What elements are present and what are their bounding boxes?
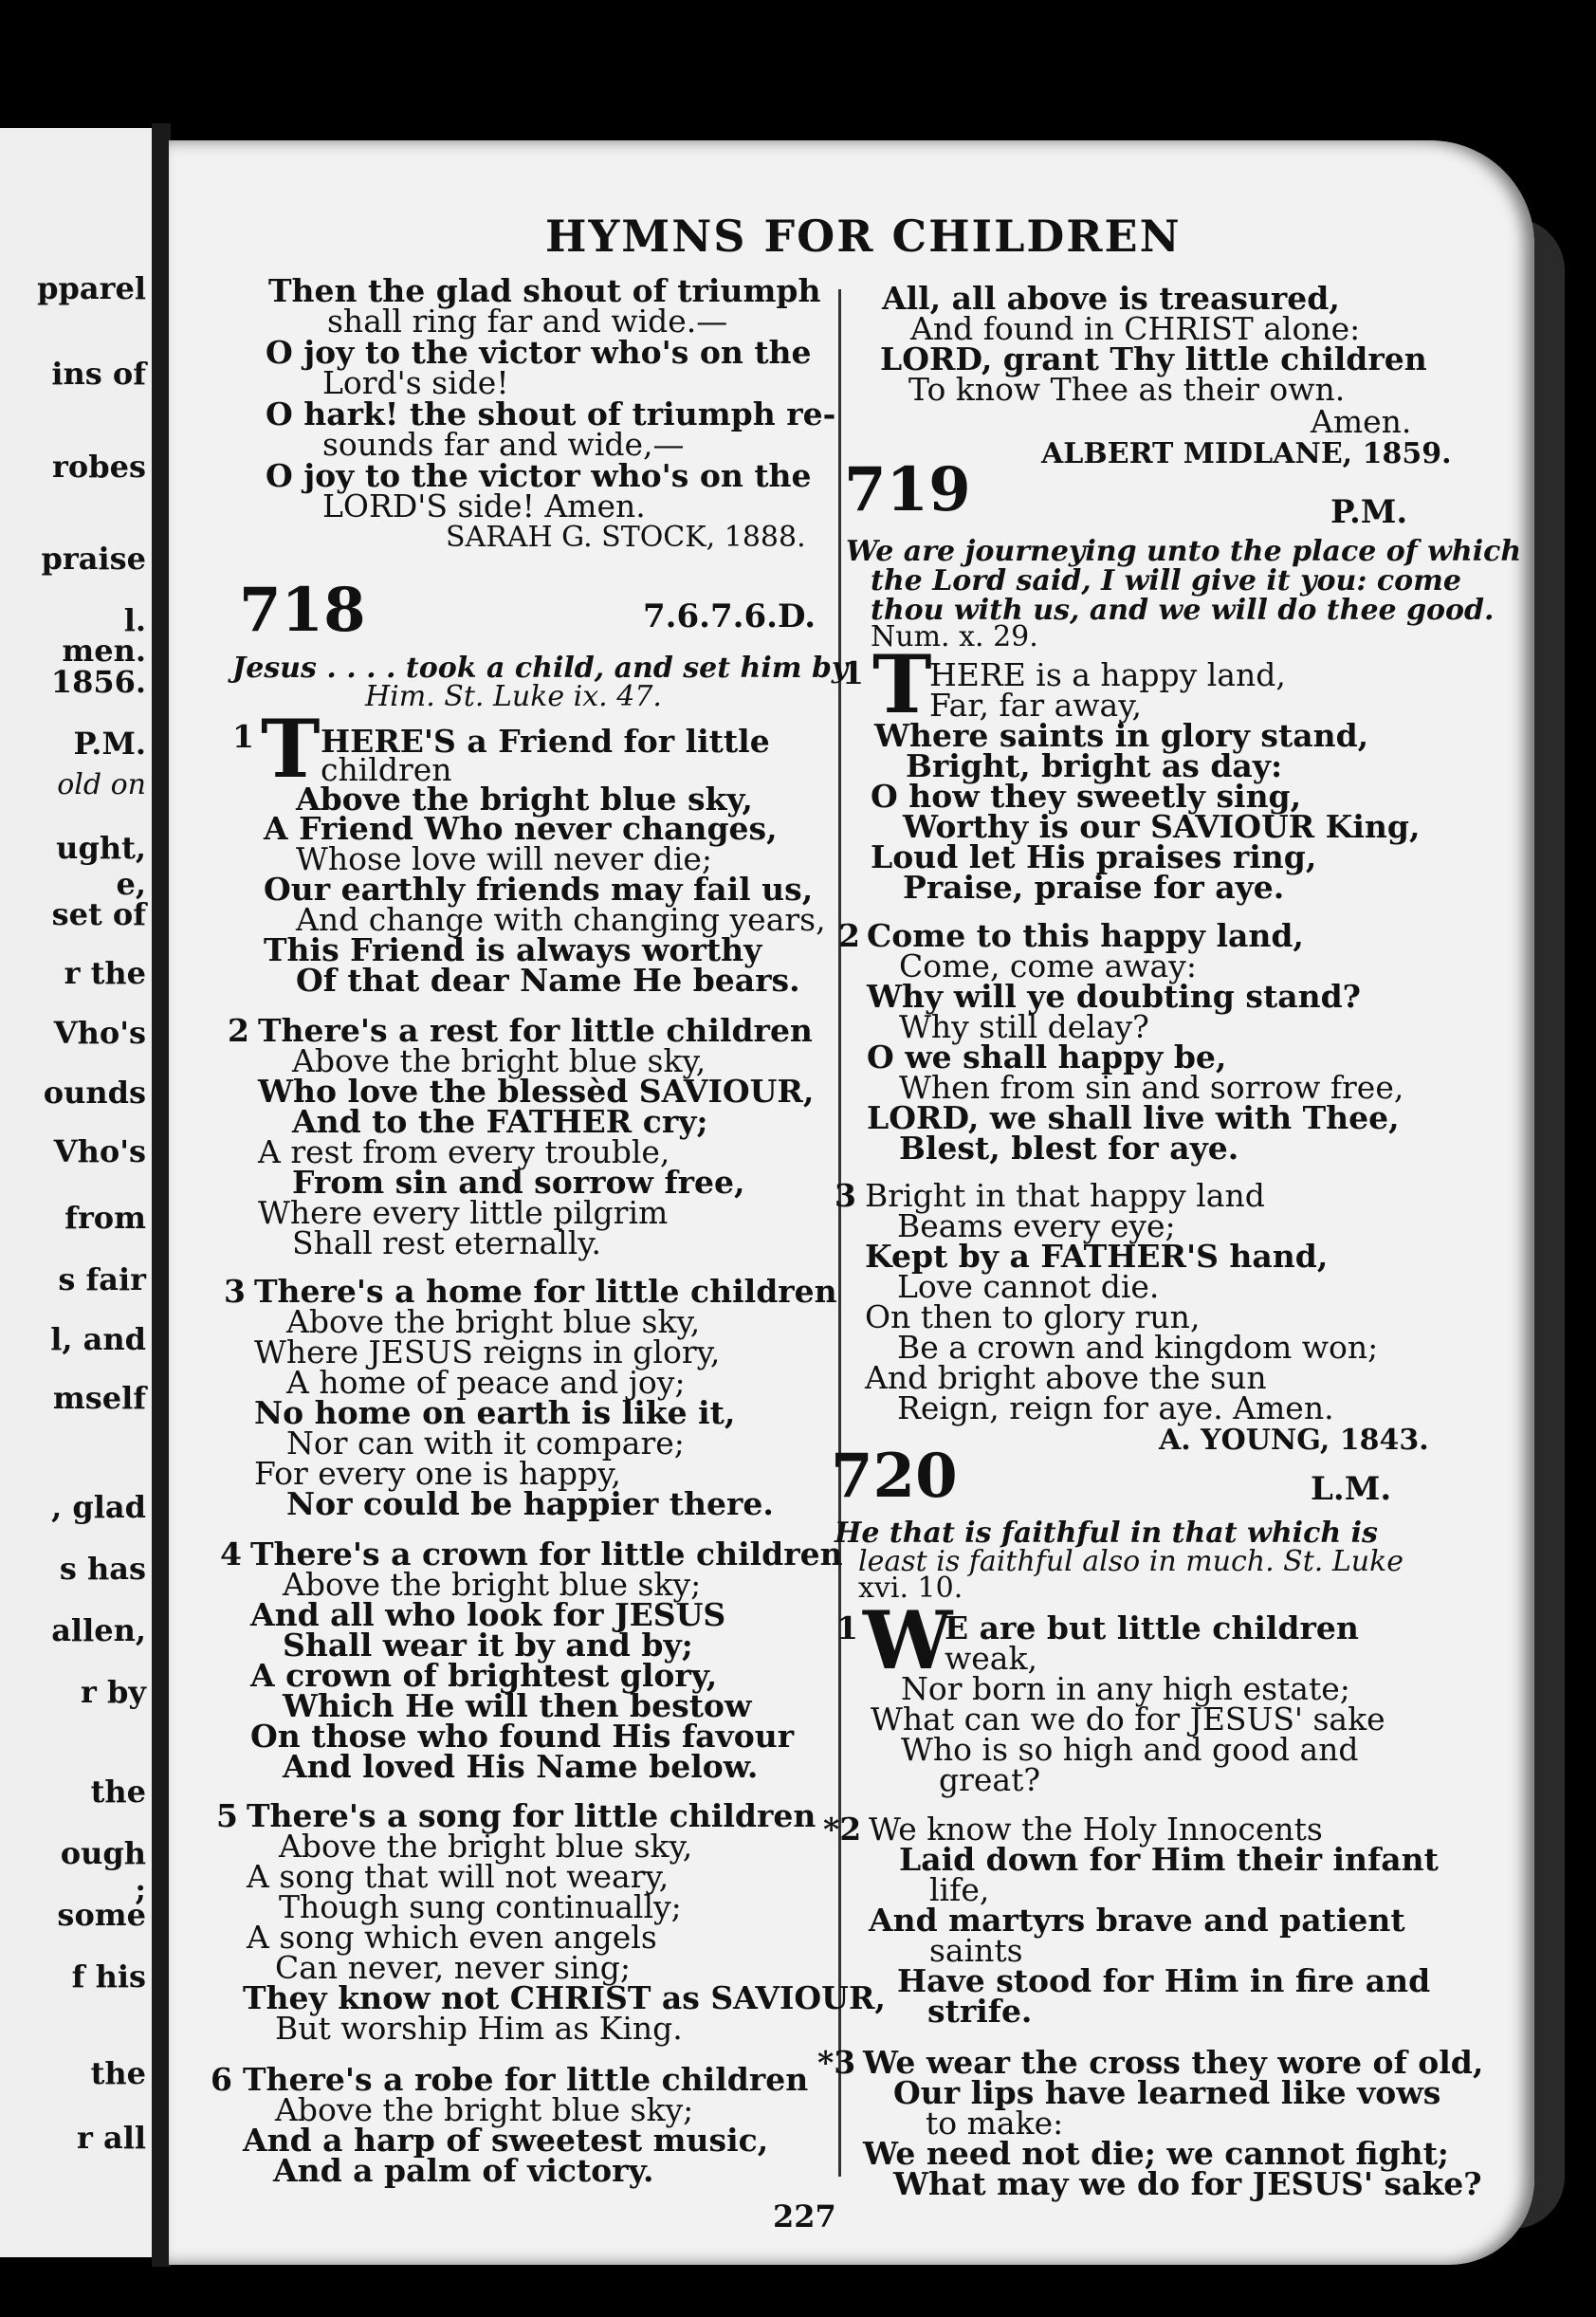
verse-line: And bright above the sun [865,1359,1267,1396]
verse-line: And to the FATHER cry; [292,1103,708,1140]
verse-line: A Friend Who never changes, [264,810,778,847]
verse-line: This Friend is always worthy [264,931,762,968]
verse-line: Where JESUS reigns in glory, [254,1333,721,1370]
verse-line: We know the Holy Innocents [869,1811,1323,1848]
verse-line: HERE'S a Friend for little [321,723,770,760]
verse-line: Above the bright blue sky, [296,781,753,818]
stanza-number: 1 [232,718,254,755]
verse-line: saints [929,1932,1023,1969]
epigraph-line: xvi. 10. [858,1572,963,1605]
left-fragment: P.M. [73,726,146,762]
verse-line: LORD, we shall live with Thee, [867,1099,1400,1136]
verse-line: There's a home for little children [254,1273,837,1310]
verse-line: Who is so high and good and [901,1731,1359,1768]
verse-line: A rest from every trouble, [258,1133,670,1170]
stanza-number: 4 [220,1535,242,1572]
verse-line: They know not CHRIST as SAVIOUR, [243,1979,886,2016]
hymn-meter: L.M. [1311,1470,1392,1508]
verse-line: Be a crown and kingdom won; [897,1329,1379,1366]
drop-cap: T [261,702,321,796]
verse-line: Praise, praise for aye. [903,869,1285,906]
left-fragment: s fair [58,1261,146,1297]
verse-line: Bright, bright as day: [906,747,1283,784]
epigraph-line: Jesus . . . . took a child, and set him by [232,652,849,685]
verse-line: A song which even angels [247,1919,657,1956]
verse-line: O joy to the victor who's on the [266,334,812,371]
verse-line: Amen. [1311,403,1412,440]
verse-line: E are but little children [945,1609,1359,1646]
left-fragment: ounds [43,1075,146,1111]
verse-line: But worship Him as King. [275,2010,683,2047]
epigraph-line: least is faithful also in much. St. Luke [858,1545,1404,1578]
verse-line: Why still delay? [899,1008,1149,1045]
verse-line: And found in CHRIST alone: [910,310,1361,347]
epigraph-line: the Lord said, I will give it you: come [871,564,1461,598]
left-fragment: some [57,1897,146,1933]
verse-line: Bright in that happy land [865,1177,1265,1214]
left-fragment: pparel [37,270,146,306]
verse-line: To know Thee as their own. [908,371,1346,408]
left-fragment: old on [57,768,146,801]
stanza-number: 3 [835,1177,856,1214]
left-fragment: robes [52,449,146,485]
verse-line: HERE is a happy land, [929,656,1286,693]
verse-line: And a palm of victory. [273,2152,654,2189]
book-gutter [152,123,171,2267]
left-fragment: ; [135,1871,146,1907]
verse-line: O hark! the shout of triumph re- [266,395,836,432]
verse-line: Shall wear it by and by; [283,1627,693,1664]
verse-line: There's a crown for little children [250,1535,843,1572]
left-fragment: praise [41,541,146,577]
verse-line: Where saints in glory stand, [874,717,1369,754]
verse-line: There's a rest for little children [258,1012,813,1049]
verse-line: Above the bright blue sky; [283,1566,702,1603]
verse-line: Worthy is our SAVIOUR King, [903,808,1421,845]
verse-line: No home on earth is like it, [254,1394,736,1431]
verse-line: From sin and sorrow free, [292,1164,745,1201]
verse-line: Nor could be happier there. [286,1485,774,1522]
verse-line: shall ring far and wide.— [327,303,728,340]
verse-line: For every one is happy, [254,1455,621,1492]
left-fragment: 1856. [50,664,146,700]
verse-line: sounds far and wide,— [322,426,685,463]
verse-line: Lord's side! [322,364,509,401]
verse-line: Where every little pilgrim [258,1194,669,1231]
verse-line: great? [939,1761,1041,1798]
hymn-number: 718 [239,575,366,646]
left-fragment: ught, [56,830,146,866]
verse-line: On those who found His favour [250,1718,795,1755]
stanza-number: *2 [823,1811,862,1848]
left-fragment: mself [52,1380,146,1416]
verse-line: Though sung continually; [279,1888,682,1925]
verse-line: strife. [927,1993,1033,2030]
verse-line: What can we do for JESUS' sake [871,1701,1385,1738]
verse-line: We need not die; we cannot fight; [863,2135,1449,2172]
epigraph-line: Him. St. Luke ix. 47. [365,680,662,713]
verse-line: Have stood for Him in fire and [897,1962,1431,1999]
left-fragment: allen, [51,1612,146,1648]
hymn-meter: 7.6.7.6.D. [643,598,816,635]
verse-line: A home of peace and joy; [286,1364,686,1401]
verse-line: LORD, grant Thy little children [880,340,1427,377]
stanza-number: 1 [836,1609,858,1646]
stanza-number: *3 [817,2044,856,2081]
left-fragment: men. [62,633,146,669]
hymn-meter: P.M. [1330,493,1408,531]
verse-line: A crown of brightest glory, [250,1657,718,1694]
left-fragment: f his [71,1958,146,1995]
verse-line: Nor born in any high estate; [901,1670,1350,1707]
verse-line: Reign, reign for aye. Amen. [897,1389,1334,1426]
left-fragment: l. [123,602,146,638]
verse-line: And change with changing years, [296,901,826,938]
author-credit: ALBERT MIDLANE, 1859. [1041,437,1452,470]
verse-line: Who love the blessèd SAVIOUR, [258,1073,815,1110]
verse-line: And all who look for JESUS [250,1596,726,1633]
left-fragment: e, [116,866,146,902]
verse-line: Our earthly friends may fail us, [264,871,814,908]
drop-cap: T [872,637,932,731]
verse-line: O we shall happy be, [867,1039,1227,1076]
verse-line: Of that dear Name He bears. [296,962,800,999]
verse-line: Can never, never sing; [275,1949,631,1986]
epigraph-line: Num. x. 29. [871,620,1038,653]
verse-line: Blest, blest for aye. [899,1130,1239,1167]
page-header: HYMNS FOR CHILDREN [545,211,1182,262]
left-fragment: Vho's [53,1015,146,1051]
verse-line: What may we do for JESUS' sake? [893,2165,1482,2202]
verse-line: All, all above is treasured, [882,280,1340,317]
verse-line: We wear the cross they wore of old, [863,2044,1484,2081]
verse-line: Loud let His praises ring, [871,838,1317,875]
stanza-number: 6 [211,2061,232,2098]
verse-line: When from sin and sorrow free, [899,1069,1404,1106]
verse-line: Come, come away: [899,947,1197,984]
verse-line: There's a robe for little children [243,2061,809,2098]
verse-line: life, [929,1871,990,1908]
left-fragment: , glad [51,1489,146,1525]
verse-line: Come to this happy land, [867,917,1304,954]
stanza-number: 2 [838,917,860,954]
verse-line: Why will ye doubting stand? [867,978,1361,1015]
left-fragment: r by [81,1674,146,1710]
verse-line: Which He will then bestow [283,1687,752,1724]
verse-line: Above the bright blue sky; [275,2091,694,2128]
left-fragment: set of [51,896,146,932]
verse-line: Above the bright blue sky, [286,1303,701,1340]
verse-line: O how they sweetly sing, [871,778,1302,815]
epigraph-line: thou with us, and we will do thee good. [871,594,1495,627]
left-fragment: l, and [50,1321,146,1357]
verse-line: Beams every eye; [897,1207,1176,1244]
verse-line: And loved His Name below. [283,1748,759,1785]
stanza-number: 2 [228,1012,249,1049]
verse-line: And martyrs brave and patient [869,1902,1405,1939]
verse-line: O joy to the victor who's on the [266,457,812,494]
verse-line: Shall rest eternally. [292,1224,602,1261]
verse-line: Love cannot die. [897,1268,1160,1305]
author-credit: A. YOUNG, 1843. [1159,1424,1429,1457]
verse-line: Far, far away, [929,687,1142,724]
verse-line: Nor can with it compare; [286,1425,685,1462]
left-page [0,128,154,2257]
author-credit: SARAH G. STOCK, 1888. [446,521,806,554]
verse-line: Our lips have learned like vows [893,2074,1441,2111]
stanza-number: 5 [216,1797,238,1834]
drop-cap: W [863,1593,953,1687]
left-fragment: Vho's [53,1133,146,1169]
verse-line: weak, [945,1640,1037,1677]
left-fragment: the [90,2055,146,2091]
page-number: 227 [773,2198,836,2234]
verse-line: Kept by a FATHER'S hand, [865,1238,1329,1275]
verse-line: There's a song for little children [247,1797,816,1834]
left-fragment: ins of [51,356,146,392]
verse-line: Laid down for Him their infant [899,1841,1439,1878]
left-fragment: from [64,1200,146,1236]
epigraph-line: We are journeying unto the place of which [846,535,1522,568]
verse-line: Then the glad shout of triumph [268,272,821,309]
left-fragment: r all [76,2120,146,2156]
verse-line: LORD'S side! Amen. [322,487,646,524]
left-fragment: ough [60,1835,146,1871]
left-fragment: s has [59,1551,146,1587]
stanza-number: 1 [842,654,864,691]
verse-line: Whose love will never die; [296,840,713,877]
verse-line: A song that will not weary, [247,1858,670,1895]
epigraph-line: He that is faithful in that which is [835,1517,1378,1550]
left-fragment: the [90,1774,146,1810]
hymn-number: 719 [844,454,971,525]
verse-line: Above the bright blue sky, [292,1042,706,1079]
column-rule [838,289,841,2177]
verse-line: children [321,751,452,788]
verse-line: And a harp of sweetest music, [243,2122,769,2159]
verse-line: to make: [926,2105,1064,2142]
left-fragment: r the [64,955,146,991]
verse-line: Above the bright blue sky, [279,1828,693,1865]
verse-line: On then to glory run, [865,1298,1201,1335]
stanza-number: 3 [224,1273,246,1310]
hymn-number: 720 [831,1441,958,1512]
